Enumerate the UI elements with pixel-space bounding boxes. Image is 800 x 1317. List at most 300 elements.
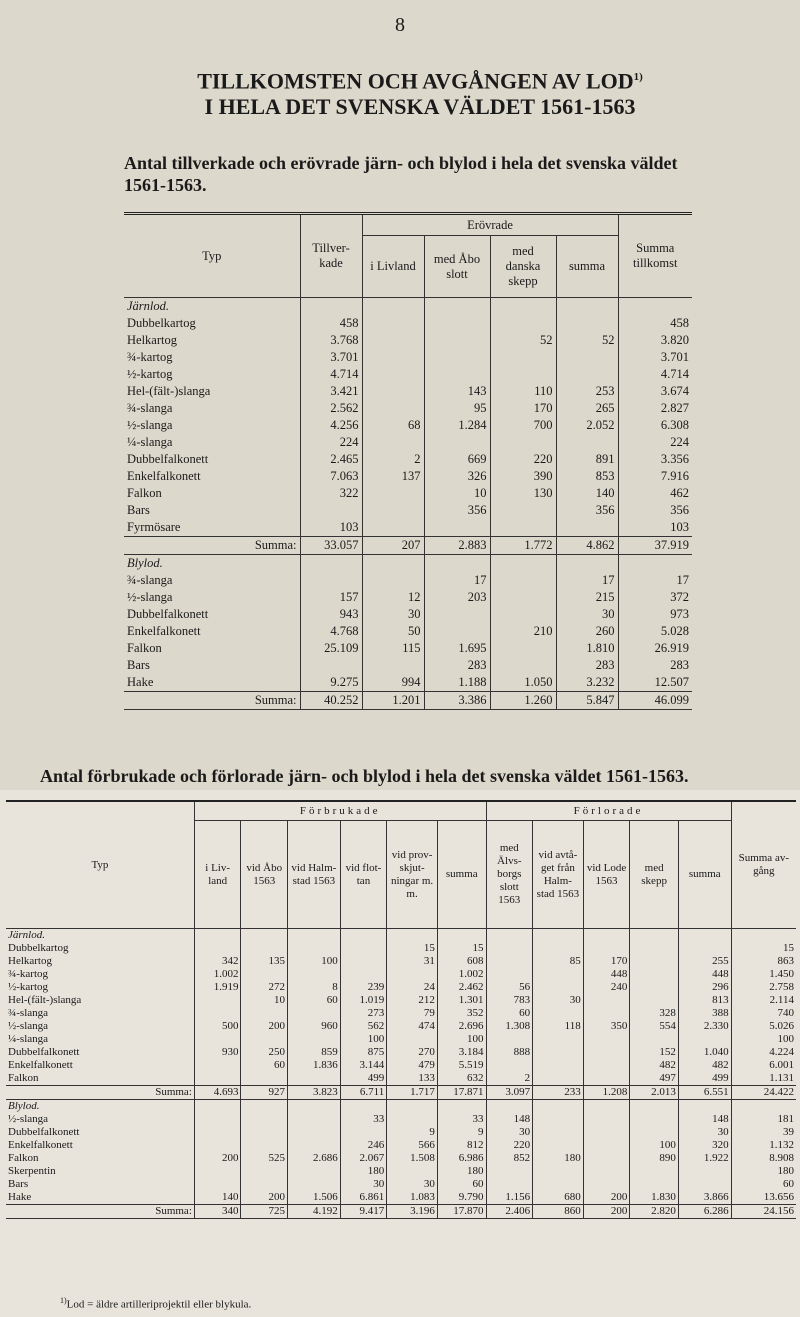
cell xyxy=(490,502,556,519)
footnote-mark: 1) xyxy=(60,1296,67,1305)
cell: 1.131 xyxy=(731,1072,796,1086)
table-avgang xyxy=(6,800,796,1219)
table-row xyxy=(6,1059,796,1072)
sum-cell: 46.099 xyxy=(618,692,692,710)
page-title xyxy=(120,64,720,120)
cell: 56 xyxy=(486,981,533,994)
empty-cell xyxy=(630,929,679,943)
sum-cell: 1.717 xyxy=(387,1086,438,1100)
sum-cell: 207 xyxy=(362,537,424,555)
cell: 5.026 xyxy=(731,1020,796,1033)
cell: 13.656 xyxy=(731,1191,796,1205)
cell: 1.284 xyxy=(424,417,490,434)
header-danska: med danska skepp xyxy=(490,236,556,298)
cell xyxy=(241,942,288,955)
cell: 15 xyxy=(437,942,486,955)
cell: 6.986 xyxy=(437,1152,486,1165)
footnote xyxy=(60,1296,251,1311)
cell: 33 xyxy=(437,1113,486,1126)
cell xyxy=(678,942,731,955)
cell: 180 xyxy=(533,1152,584,1165)
cell: 1.040 xyxy=(678,1046,731,1059)
table-row xyxy=(6,1165,796,1178)
cell: 140 xyxy=(194,1191,241,1205)
table1-heading: Antal tillverkade och erövrade järn- och blylod i hela det svenska väldet 1561-1563. xyxy=(124,153,678,195)
cell xyxy=(490,519,556,537)
row-label: Enkelfalkonett xyxy=(8,1139,73,1151)
cell: 3.866 xyxy=(678,1191,731,1205)
cell: 566 xyxy=(387,1139,438,1152)
cell xyxy=(556,519,618,537)
cell xyxy=(194,942,241,955)
row-label: Falkon xyxy=(127,641,162,655)
empty-cell xyxy=(424,298,490,316)
cell: 3.421 xyxy=(300,383,362,400)
header-abo: med Åbo slott xyxy=(424,236,490,298)
cell: 9.275 xyxy=(300,674,362,692)
table-row xyxy=(124,485,692,502)
header-tillverkade: Tillver-kade xyxy=(300,214,362,298)
row-label: ½-kartog xyxy=(127,367,173,381)
sum-cell: 1.772 xyxy=(490,537,556,555)
empty-cell xyxy=(288,929,341,943)
cell: 479 xyxy=(387,1059,438,1072)
row-label: Hel-(fält-)slanga xyxy=(8,994,82,1006)
cell xyxy=(241,1139,288,1152)
cell: 1.830 xyxy=(630,1191,679,1205)
cell: 200 xyxy=(194,1152,241,1165)
sum-cell: 200 xyxy=(583,1205,630,1219)
cell: 135 xyxy=(241,955,288,968)
cell: 350 xyxy=(583,1020,630,1033)
cell xyxy=(486,955,533,968)
cell: 2.465 xyxy=(300,451,362,468)
cell xyxy=(490,434,556,451)
cell xyxy=(583,1059,630,1072)
cell: 85 xyxy=(533,955,584,968)
cell: 157 xyxy=(300,589,362,606)
cell xyxy=(424,623,490,640)
row-label: ¾-kartog xyxy=(8,968,49,980)
table-row xyxy=(6,1046,796,1059)
cell: 1.810 xyxy=(556,640,618,657)
sum-cell: 6.551 xyxy=(678,1086,731,1100)
cell: 52 xyxy=(556,332,618,349)
cell xyxy=(194,1072,241,1086)
cell xyxy=(288,1165,341,1178)
cell xyxy=(362,657,424,674)
cell: 265 xyxy=(556,400,618,417)
sum-cell: 2.820 xyxy=(630,1205,679,1219)
cell: 448 xyxy=(678,968,731,981)
table-row xyxy=(124,400,692,417)
empty-cell xyxy=(533,1100,584,1114)
cell: 5.519 xyxy=(437,1059,486,1072)
cell: 2.114 xyxy=(731,994,796,1007)
cell: 1.301 xyxy=(437,994,486,1007)
sum-cell: 3.386 xyxy=(424,692,490,710)
sum-cell: 725 xyxy=(241,1205,288,1219)
cell: 103 xyxy=(300,519,362,537)
cell xyxy=(490,606,556,623)
cell: 1.156 xyxy=(486,1191,533,1205)
cell: 180 xyxy=(437,1165,486,1178)
cell: 133 xyxy=(387,1072,438,1086)
empty-cell xyxy=(533,929,584,943)
empty-cell xyxy=(556,555,618,573)
cell: 608 xyxy=(437,955,486,968)
empty-cell xyxy=(340,1100,387,1114)
cell: 632 xyxy=(437,1072,486,1086)
sum-cell: 2.883 xyxy=(424,537,490,555)
cell xyxy=(490,572,556,589)
table-row xyxy=(124,519,692,537)
table-row xyxy=(124,315,692,332)
cell: 356 xyxy=(556,502,618,519)
cell: 890 xyxy=(630,1152,679,1165)
sum-cell: 9.417 xyxy=(340,1205,387,1219)
cell xyxy=(194,1059,241,1072)
cell xyxy=(533,1033,584,1046)
cell: 525 xyxy=(241,1152,288,1165)
table-row xyxy=(124,657,692,674)
cell xyxy=(194,1113,241,1126)
cell xyxy=(533,1165,584,1178)
cell: 458 xyxy=(618,315,692,332)
cell: 740 xyxy=(731,1007,796,1020)
cell: 388 xyxy=(678,1007,731,1020)
row-label: ¾-slanga xyxy=(127,573,173,587)
sum-cell: 3.097 xyxy=(486,1086,533,1100)
sum-cell: 1.260 xyxy=(490,692,556,710)
cell xyxy=(583,1152,630,1165)
cell: 3.356 xyxy=(618,451,692,468)
header2-col: summa xyxy=(678,821,731,929)
header2-col: vid prov-skjut-ningar m. m. xyxy=(387,821,438,929)
table-row xyxy=(6,1178,796,1191)
cell: 482 xyxy=(678,1059,731,1072)
cell: 482 xyxy=(630,1059,679,1072)
cell: 6.861 xyxy=(340,1191,387,1205)
cell xyxy=(340,955,387,968)
cell xyxy=(630,1165,679,1178)
cell: 26.919 xyxy=(618,640,692,657)
row-label: ½-kartog xyxy=(8,981,49,993)
cell: 10 xyxy=(241,994,288,1007)
header2-col: vid Åbo 1563 xyxy=(241,821,288,929)
cell xyxy=(556,434,618,451)
empty-cell xyxy=(194,929,241,943)
cell xyxy=(583,1033,630,1046)
table-row xyxy=(124,623,692,640)
cell xyxy=(533,1072,584,1086)
empty-cell xyxy=(300,298,362,316)
cell xyxy=(486,942,533,955)
cell xyxy=(288,1033,341,1046)
cell xyxy=(583,1165,630,1178)
title-footnote-mark: 1) xyxy=(633,71,643,83)
table-row xyxy=(6,981,796,994)
empty-cell xyxy=(194,1100,241,1114)
cell: 1.132 xyxy=(731,1139,796,1152)
cell: 273 xyxy=(340,1007,387,1020)
cell: 1.922 xyxy=(678,1152,731,1165)
table-row xyxy=(6,942,796,955)
cell xyxy=(340,1126,387,1139)
cell: 103 xyxy=(618,519,692,537)
cell xyxy=(490,366,556,383)
cell: 875 xyxy=(340,1046,387,1059)
table-row xyxy=(124,502,692,519)
row-label: Dubbelfalkonett xyxy=(8,1126,80,1138)
empty-cell xyxy=(583,1100,630,1114)
sum-cell: 33.057 xyxy=(300,537,362,555)
cell: 79 xyxy=(387,1007,438,1020)
sum-row xyxy=(6,1205,796,1219)
cell: 220 xyxy=(486,1139,533,1152)
cell: 203 xyxy=(424,589,490,606)
sum-cell: 4.192 xyxy=(288,1205,341,1219)
cell xyxy=(362,383,424,400)
row-label: Hake xyxy=(8,1191,32,1203)
cell: 390 xyxy=(490,468,556,485)
cell xyxy=(241,1113,288,1126)
cell: 137 xyxy=(362,468,424,485)
cell: 118 xyxy=(533,1020,584,1033)
cell xyxy=(490,315,556,332)
empty-cell xyxy=(630,1100,679,1114)
row-label: ¾-slanga xyxy=(8,1007,49,1019)
cell xyxy=(533,968,584,981)
cell: 2.686 xyxy=(288,1152,341,1165)
section-row xyxy=(124,555,692,573)
row-label: Falkon xyxy=(127,486,162,500)
cell: 60 xyxy=(437,1178,486,1191)
cell: 1.002 xyxy=(437,968,486,981)
cell xyxy=(490,589,556,606)
cell xyxy=(424,332,490,349)
cell: 891 xyxy=(556,451,618,468)
row-label: ½-slanga xyxy=(127,590,173,604)
sum-cell: 2.013 xyxy=(630,1086,679,1100)
header2-col: i Liv-land xyxy=(194,821,241,929)
cell: 30 xyxy=(556,606,618,623)
cell: 143 xyxy=(424,383,490,400)
cell: 474 xyxy=(387,1020,438,1033)
cell: 60 xyxy=(241,1059,288,1072)
cell: 3.184 xyxy=(437,1046,486,1059)
cell xyxy=(300,502,362,519)
cell xyxy=(630,942,679,955)
cell: 448 xyxy=(583,968,630,981)
cell: 2.462 xyxy=(437,981,486,994)
cell: 1.308 xyxy=(486,1020,533,1033)
header2-forbrukade: Förbrukade xyxy=(194,801,486,821)
cell xyxy=(362,400,424,417)
cell: 50 xyxy=(362,623,424,640)
table-row xyxy=(124,451,692,468)
cell: 272 xyxy=(241,981,288,994)
cell: 130 xyxy=(490,485,556,502)
cell xyxy=(241,1165,288,1178)
cell: 1.002 xyxy=(194,968,241,981)
cell: 1.188 xyxy=(424,674,490,692)
table-row xyxy=(6,1007,796,1020)
cell xyxy=(194,1178,241,1191)
sum-cell: 3.823 xyxy=(288,1086,341,1100)
table-row xyxy=(6,1020,796,1033)
cell: 224 xyxy=(618,434,692,451)
cell: 2.758 xyxy=(731,981,796,994)
row-label: Dubbelfalkonett xyxy=(8,1046,80,1058)
cell: 680 xyxy=(533,1191,584,1205)
sum-cell: 860 xyxy=(533,1205,584,1219)
cell: 328 xyxy=(630,1007,679,1020)
cell: 17 xyxy=(618,572,692,589)
empty-cell xyxy=(556,298,618,316)
header2-col: med Älvs-borgs slott 1563 xyxy=(486,821,533,929)
cell xyxy=(424,519,490,537)
cell: 220 xyxy=(490,451,556,468)
table-row xyxy=(6,1113,796,1126)
cell: 5.028 xyxy=(618,623,692,640)
row-label: Dubbelfalkonett xyxy=(127,452,209,466)
cell: 17 xyxy=(556,572,618,589)
cell: 100 xyxy=(288,955,341,968)
cell xyxy=(424,434,490,451)
cell: 2.562 xyxy=(300,400,362,417)
cell xyxy=(288,1126,341,1139)
empty-cell xyxy=(387,1100,438,1114)
cell: 115 xyxy=(362,640,424,657)
cell: 68 xyxy=(362,417,424,434)
cell: 31 xyxy=(387,955,438,968)
sum-cell: 4.693 xyxy=(194,1086,241,1100)
cell xyxy=(387,1113,438,1126)
header2-typ: Typ xyxy=(91,858,109,871)
cell xyxy=(583,1046,630,1059)
title-line-1: TILLKOMSTEN OCH AVGÅNGEN AV LOD xyxy=(197,68,634,94)
sum-label: Summa: xyxy=(6,1205,194,1219)
cell xyxy=(194,1007,241,1020)
cell: 4.714 xyxy=(618,366,692,383)
cell: 562 xyxy=(340,1020,387,1033)
sum-label: Summa: xyxy=(124,537,300,555)
header-summa-tillkomst: Summa tillkomst xyxy=(618,214,692,298)
header-summa: summa xyxy=(556,236,618,298)
cell: 15 xyxy=(731,942,796,955)
cell: 8 xyxy=(288,981,341,994)
cell: 12.507 xyxy=(618,674,692,692)
cell: 250 xyxy=(241,1046,288,1059)
header-livland: i Livland xyxy=(362,236,424,298)
row-label: Falkon xyxy=(8,1152,39,1164)
sum-cell: 6.286 xyxy=(678,1205,731,1219)
sum-cell: 17.871 xyxy=(437,1086,486,1100)
cell: 1.450 xyxy=(731,968,796,981)
row-label: Enkelfalkonett xyxy=(127,469,201,483)
cell: 1.695 xyxy=(424,640,490,657)
cell xyxy=(424,366,490,383)
cell: 25.109 xyxy=(300,640,362,657)
cell xyxy=(387,968,438,981)
cell xyxy=(288,1139,341,1152)
row-label: Bars xyxy=(127,503,150,517)
cell: 148 xyxy=(486,1113,533,1126)
cell: 8.908 xyxy=(731,1152,796,1165)
cell: 270 xyxy=(387,1046,438,1059)
cell: 930 xyxy=(194,1046,241,1059)
cell xyxy=(583,1072,630,1086)
empty-cell xyxy=(490,555,556,573)
cell: 863 xyxy=(731,955,796,968)
cell: 180 xyxy=(340,1165,387,1178)
cell xyxy=(678,1178,731,1191)
cell xyxy=(583,942,630,955)
cell: 3.674 xyxy=(618,383,692,400)
cell: 9 xyxy=(387,1126,438,1139)
cell: 2.067 xyxy=(340,1152,387,1165)
cell xyxy=(533,1139,584,1152)
cell xyxy=(241,1072,288,1086)
cell: 813 xyxy=(678,994,731,1007)
header2-col: vid avtå-get från Halm-stad 1563 xyxy=(533,821,584,929)
cell xyxy=(583,1178,630,1191)
cell: 52 xyxy=(490,332,556,349)
cell: 181 xyxy=(731,1113,796,1126)
empty-cell xyxy=(241,1100,288,1114)
cell xyxy=(533,1007,584,1020)
cell: 3.701 xyxy=(618,349,692,366)
cell: 260 xyxy=(556,623,618,640)
cell xyxy=(362,485,424,502)
table-row xyxy=(124,417,692,434)
empty-cell xyxy=(288,1100,341,1114)
header-erovrade: Erövrade xyxy=(362,214,618,236)
cell: 888 xyxy=(486,1046,533,1059)
cell xyxy=(583,1139,630,1152)
cell xyxy=(288,942,341,955)
cell: 9 xyxy=(437,1126,486,1139)
cell xyxy=(630,1126,679,1139)
row-label: Hel-(fält-)slanga xyxy=(127,384,211,398)
cell xyxy=(533,1059,584,1072)
cell: 1.508 xyxy=(387,1152,438,1165)
table2-heading: Antal förbrukade och förlorade järn- och blylod i hela det svenska väldet 1561-1563. xyxy=(40,766,689,786)
cell: 30 xyxy=(678,1126,731,1139)
cell: 4.714 xyxy=(300,366,362,383)
table-row xyxy=(124,383,692,400)
cell xyxy=(362,572,424,589)
empty-cell xyxy=(437,929,486,943)
section-row xyxy=(6,1100,796,1114)
cell: 6.308 xyxy=(618,417,692,434)
cell: 2.696 xyxy=(437,1020,486,1033)
title-line-2: I HELA DET SVENSKA VÄLDET 1561-1563 xyxy=(204,94,636,120)
cell: 554 xyxy=(630,1020,679,1033)
table-row xyxy=(6,1033,796,1046)
table-tillkomst xyxy=(124,212,692,710)
cell: 1.506 xyxy=(288,1191,341,1205)
cell: 170 xyxy=(490,400,556,417)
cell: 30 xyxy=(340,1178,387,1191)
cell: 7.916 xyxy=(618,468,692,485)
cell: 1.083 xyxy=(387,1191,438,1205)
cell xyxy=(194,1139,241,1152)
cell: 239 xyxy=(340,981,387,994)
empty-cell xyxy=(241,929,288,943)
cell xyxy=(241,968,288,981)
